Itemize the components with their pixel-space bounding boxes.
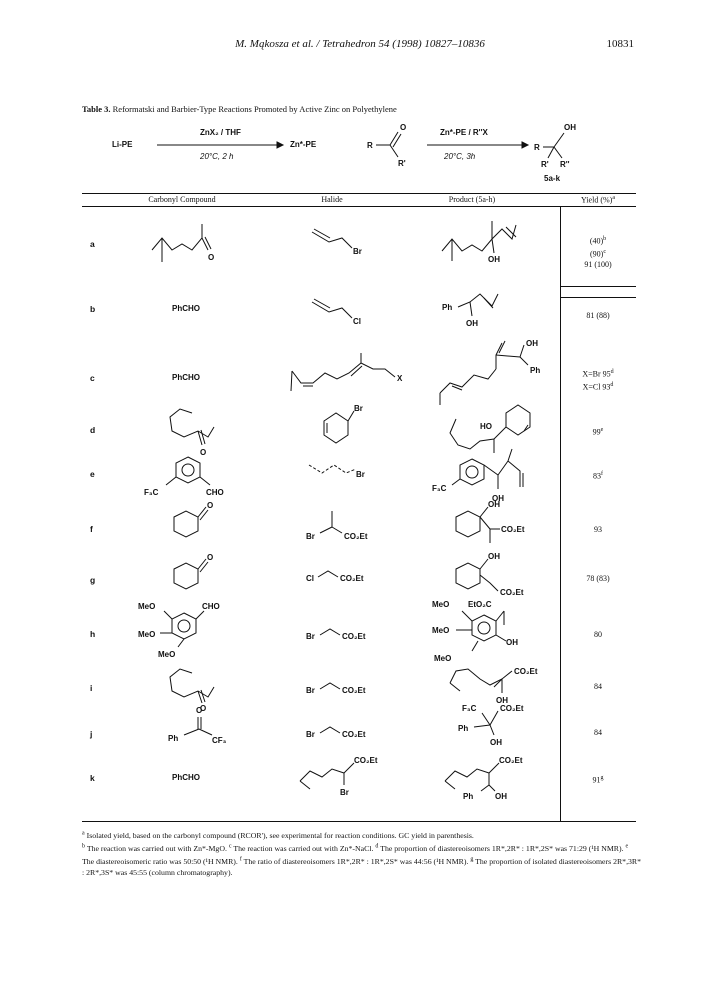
svg-text:CO₂Et: CO₂Et xyxy=(501,525,525,534)
svg-text:OH: OH xyxy=(495,792,507,801)
svg-text:O: O xyxy=(200,448,207,457)
footnote-b: $^b$ The reaction was carried out with Zn*-MgO. xyxy=(82,843,227,853)
halide-structure xyxy=(292,751,392,801)
row-label: f xyxy=(90,524,93,534)
footnote-d: $^d$ The proportion of diastereoisomers 1R*,2R* : 1R*,2S* was 71:29 (¹H NMR). xyxy=(375,843,624,853)
halide-structure xyxy=(304,717,394,747)
halide-structure xyxy=(304,457,394,493)
svg-text:CO₂Et: CO₂Et xyxy=(342,730,366,739)
table-row xyxy=(82,756,636,807)
svg-text:Br: Br xyxy=(306,686,315,695)
row-label: e xyxy=(90,469,95,479)
carbonyl-text: PhCHO xyxy=(172,773,200,782)
yield-value: 84 xyxy=(594,728,602,737)
svg-text:Br: Br xyxy=(306,632,315,641)
svg-text:OH: OH xyxy=(492,494,504,503)
svg-text:Cl: Cl xyxy=(306,574,314,583)
row-label: a xyxy=(90,239,95,249)
yield-value: 78 (83) xyxy=(586,574,610,583)
svg-text:OH: OH xyxy=(488,500,500,509)
svg-text:Ph: Ph xyxy=(442,303,453,312)
halide-structure xyxy=(304,619,394,649)
product-structure xyxy=(432,335,552,405)
yield-value: X=Br 95$^d$ X=Cl 93$^d$ xyxy=(582,369,614,392)
svg-text:CO₂Et: CO₂Et xyxy=(499,756,523,765)
svg-text:Ph: Ph xyxy=(458,724,469,733)
carbonyl-structure xyxy=(162,701,252,751)
col-yield: Yield (%)$^a$ xyxy=(581,195,615,205)
svg-text:HO: HO xyxy=(480,422,492,431)
svg-text:CO₂Et: CO₂Et xyxy=(500,588,524,597)
row-label: j xyxy=(90,729,93,739)
halide-structure xyxy=(307,224,387,264)
page-number: 10831 xyxy=(606,38,634,50)
product-structure xyxy=(442,697,552,751)
svg-text:MeO: MeO xyxy=(138,630,156,639)
halide-structure xyxy=(307,294,387,334)
footnote-f: $^f$ The ratio of diastereoisomers 1R*,2R* : 1R*,2S* was 44:56 (¹H NMR). xyxy=(239,856,469,866)
svg-text:CHO: CHO xyxy=(206,488,224,497)
reaction-scheme xyxy=(82,117,642,185)
scheme-start: Li-PE xyxy=(112,140,133,149)
svg-text:OH: OH xyxy=(488,255,500,264)
svg-text:Ph: Ph xyxy=(463,792,474,801)
row-label: k xyxy=(90,773,95,783)
product-structure xyxy=(437,751,557,805)
table-bottom-rule xyxy=(82,821,636,822)
yield-value: 91$^g$ xyxy=(592,775,604,785)
yield-value: $(40)^b$ $(90)^c$ 91 (100) xyxy=(584,236,612,270)
table-row xyxy=(82,601,636,671)
svg-text:O: O xyxy=(207,501,214,510)
alcohol-r2: R'' xyxy=(560,160,570,169)
svg-text:OH: OH xyxy=(490,738,502,747)
table-footnotes xyxy=(82,828,642,879)
svg-text:OH: OH xyxy=(488,552,500,561)
carbonyl-structure xyxy=(142,216,252,276)
svg-text:Cl: Cl xyxy=(353,317,361,326)
carbonyl-structure xyxy=(160,499,240,559)
running-header: M. Mąkosza et al. / Tetrahedron 54 (1998) 10827–10836 xyxy=(235,38,485,50)
svg-text:Br: Br xyxy=(306,532,315,541)
table-row xyxy=(82,286,636,336)
row-label: h xyxy=(90,629,96,639)
halide-structure xyxy=(304,505,394,551)
scheme-cond2: 20°C, 3h xyxy=(444,152,476,161)
table-label: Table 3. xyxy=(82,104,111,114)
svg-text:CO₂Et: CO₂Et xyxy=(514,667,538,676)
carbonyl-structure xyxy=(138,599,258,669)
scheme-product1: Zn*-PE xyxy=(290,140,317,149)
alcohol-r1: R' xyxy=(541,160,549,169)
svg-text:Br: Br xyxy=(340,788,349,797)
svg-text:EtO₂C: EtO₂C xyxy=(468,600,492,609)
svg-text:OH: OH xyxy=(506,638,518,647)
footnote-a: $^a$ Isolated yield, based on the carbonyl compound (RCOR'), see experimental for reaction conditions. GC yield in parenthesis. xyxy=(82,830,474,840)
svg-text:OH: OH xyxy=(466,319,478,328)
svg-text:O: O xyxy=(207,553,214,562)
svg-text:F₃C: F₃C xyxy=(432,484,447,493)
scheme-reagent1: ZnX₂ / THF xyxy=(200,128,241,137)
ketone-r: R xyxy=(367,141,373,150)
scheme-product-label: 5a-k xyxy=(544,174,561,183)
svg-text:F₃C: F₃C xyxy=(462,704,477,713)
row-label: b xyxy=(90,304,96,314)
svg-text:CO₂Et: CO₂Et xyxy=(340,574,364,583)
row-label: d xyxy=(90,425,96,435)
svg-text:CO₂Et: CO₂Et xyxy=(344,532,368,541)
row-label: c xyxy=(90,373,95,383)
yield-value: 81 (88) xyxy=(586,311,610,320)
table-row xyxy=(82,206,636,286)
product-structure xyxy=(442,545,552,605)
svg-text:MeO: MeO xyxy=(138,602,156,611)
svg-text:Br: Br xyxy=(356,470,365,479)
carbonyl-text: PhCHO xyxy=(172,304,200,313)
footnote-c: $^c$ The reaction was carried out with Zn*-NaCl. xyxy=(228,843,374,853)
table-caption xyxy=(82,104,397,114)
svg-text:X: X xyxy=(397,374,403,383)
scheme-cond1: 20°C, 2 h xyxy=(200,152,234,161)
footnote-e: $^e$ The diastereoisomeric ratio was 50:50 (¹H NMR). xyxy=(82,843,629,866)
ketone-r1: R' xyxy=(398,159,406,168)
svg-text:Br: Br xyxy=(353,247,362,256)
row-label: g xyxy=(90,575,96,585)
svg-text:Br: Br xyxy=(354,404,363,413)
col-halide: Halide xyxy=(321,195,343,204)
yield-value: 83$^f$ xyxy=(593,471,603,481)
svg-text:Ph: Ph xyxy=(168,734,179,743)
yield-value: 99e xyxy=(592,427,604,437)
svg-text:OH: OH xyxy=(526,339,538,348)
svg-text:CO₂Et: CO₂Et xyxy=(342,686,366,695)
table-title: Reformatski and Barbier-Type Reactions Promoted by Active Zinc on Polyethylene xyxy=(112,104,397,114)
svg-text:MeO: MeO xyxy=(432,626,450,635)
svg-text:Br: Br xyxy=(306,730,315,739)
row-label: i xyxy=(90,683,93,693)
alcohol-oh: OH xyxy=(564,123,576,132)
scheme-reagent2: Zn*-PE / R''X xyxy=(440,128,488,137)
svg-text:OH: OH xyxy=(496,696,508,705)
svg-text:MeO: MeO xyxy=(158,650,176,659)
product-structure xyxy=(432,211,542,271)
carbonyl-text: PhCHO xyxy=(172,373,200,382)
ketone-o: O xyxy=(400,123,407,132)
halide-structure xyxy=(310,401,380,461)
halide-structure xyxy=(304,561,394,591)
halide-structure xyxy=(287,349,417,399)
svg-text:O: O xyxy=(208,253,215,262)
alcohol-r: R xyxy=(534,143,540,152)
svg-text:Ph: Ph xyxy=(530,366,541,375)
svg-text:CO₂Et: CO₂Et xyxy=(342,632,366,641)
yield-value: 93 xyxy=(594,525,602,534)
halide-structure xyxy=(304,673,394,703)
yield-value: 80 xyxy=(594,630,602,639)
svg-text:MeO: MeO xyxy=(434,654,452,663)
footnote-g: $^g$ The proportion of isolated diastereoisomers 2R*,3R* : 2R*,3S* was 45:55 (column chromatography). xyxy=(82,856,642,878)
svg-text:O: O xyxy=(200,704,207,713)
svg-text:CHO: CHO xyxy=(202,602,220,611)
svg-text:CF₃: CF₃ xyxy=(212,736,227,745)
yield-value: 84 xyxy=(594,682,602,691)
svg-text:MeO: MeO xyxy=(432,600,450,609)
svg-text:F₃C: F₃C xyxy=(144,488,159,497)
col-carbonyl: Carbonyl Compound xyxy=(148,195,216,204)
table-row xyxy=(82,333,636,403)
svg-text:CO₂Et: CO₂Et xyxy=(500,704,524,713)
svg-text:CO₂Et: CO₂Et xyxy=(354,756,378,765)
product-structure xyxy=(442,290,542,334)
table-top-rule xyxy=(82,193,636,194)
svg-text:O: O xyxy=(196,706,203,715)
col-product: Product (5a-h) xyxy=(448,195,496,204)
carbonyl-structure xyxy=(160,551,240,605)
